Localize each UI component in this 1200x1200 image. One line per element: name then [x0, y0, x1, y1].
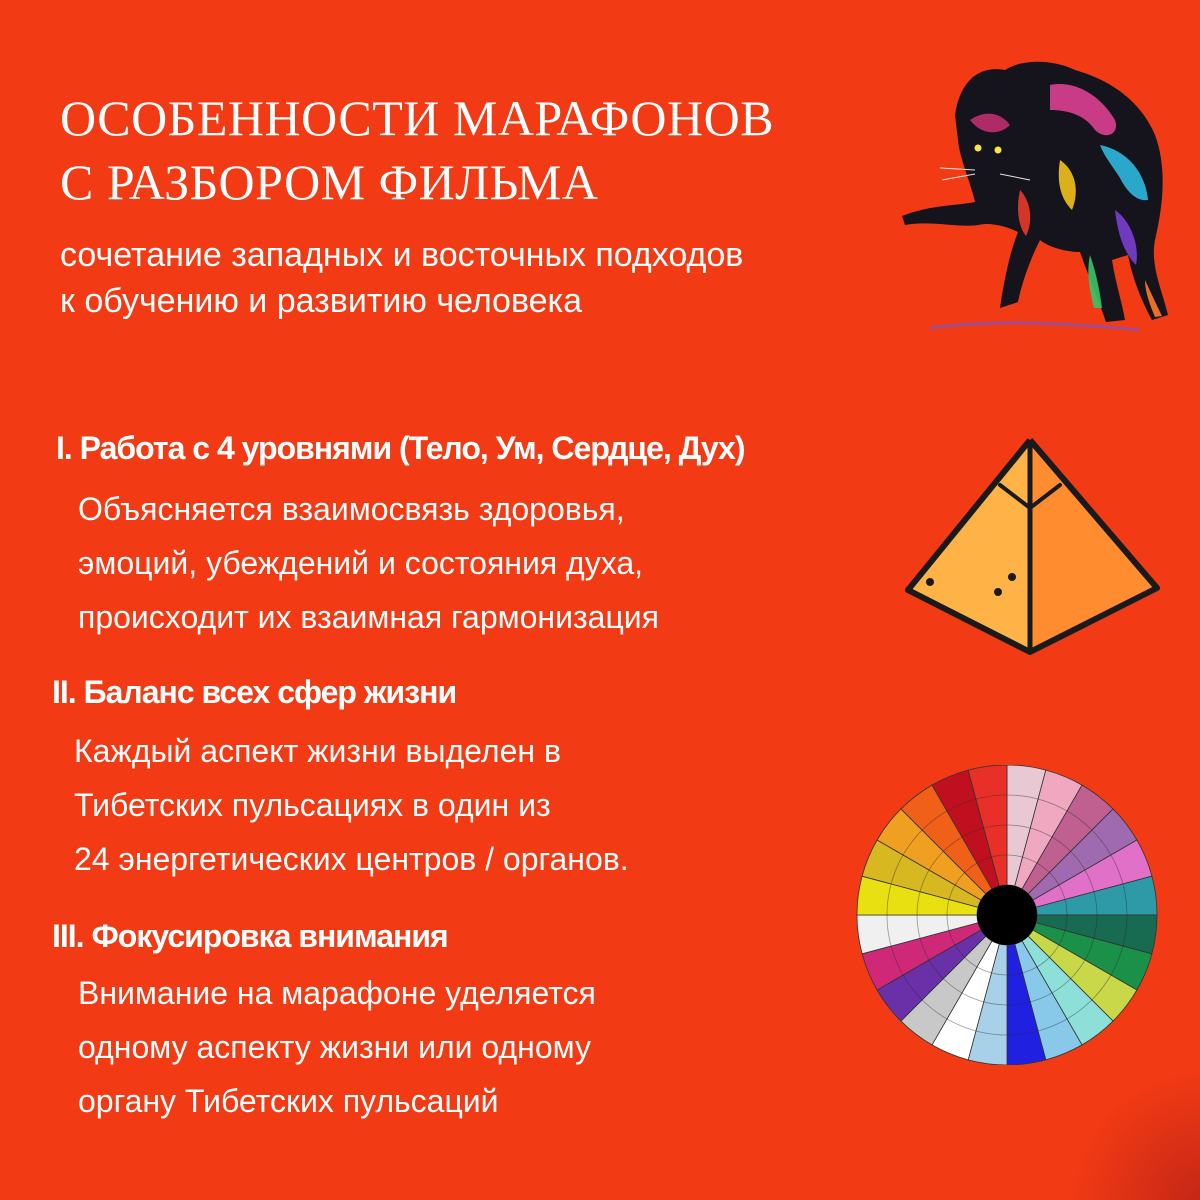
section-2-body	[74, 724, 629, 886]
section-1-line-2: эмоций, убеждений и состояния духа,	[78, 545, 644, 581]
section-1-heading: I. Работа с 4 уровнями (Тело, Ум, Сердце, Дух)	[56, 430, 745, 466]
panther-illustration	[900, 40, 1180, 340]
section-1-line-3: происходит их взаимная гармонизация	[78, 599, 659, 635]
wheel-center	[977, 885, 1037, 945]
title-line-2: С РАЗБОРОМ ФИЛЬМА	[60, 154, 599, 210]
section-2-line-3: 24 энергетических центров / органов.	[74, 841, 629, 877]
section-2-line-2: Тибетских пульсациях в один из	[74, 787, 551, 823]
subtitle-line-2: к обучению и развитию человека	[60, 282, 583, 320]
section-2-heading: II. Баланс всех сфер жизни	[52, 674, 457, 710]
section-3-line-3: органу Тибетских пульсаций	[78, 1083, 499, 1119]
page-title	[60, 86, 774, 214]
page-subtitle	[60, 232, 743, 324]
title-line-1: ОСОБЕННОСТИ МАРАФОНОВ	[60, 90, 775, 146]
subtitle-line-1: сочетание западных и восточных подходов	[60, 236, 744, 274]
section-3-line-2: одному аспекту жизни или одному	[78, 1029, 591, 1065]
pyramid-icon	[900, 430, 1165, 665]
section-3-body	[78, 966, 596, 1128]
section-3-heading: III. Фокусировка внимания	[52, 918, 448, 954]
section-1-line-1: Объясняется взаимосвязь здоровья,	[78, 491, 625, 527]
section-1-body	[78, 482, 659, 644]
color-wheel-icon	[852, 765, 1162, 1065]
section-3-line-1: Внимание на марафоне уделяется	[78, 975, 596, 1011]
section-2-line-1: Каждый аспект жизни выделен в	[74, 733, 561, 769]
